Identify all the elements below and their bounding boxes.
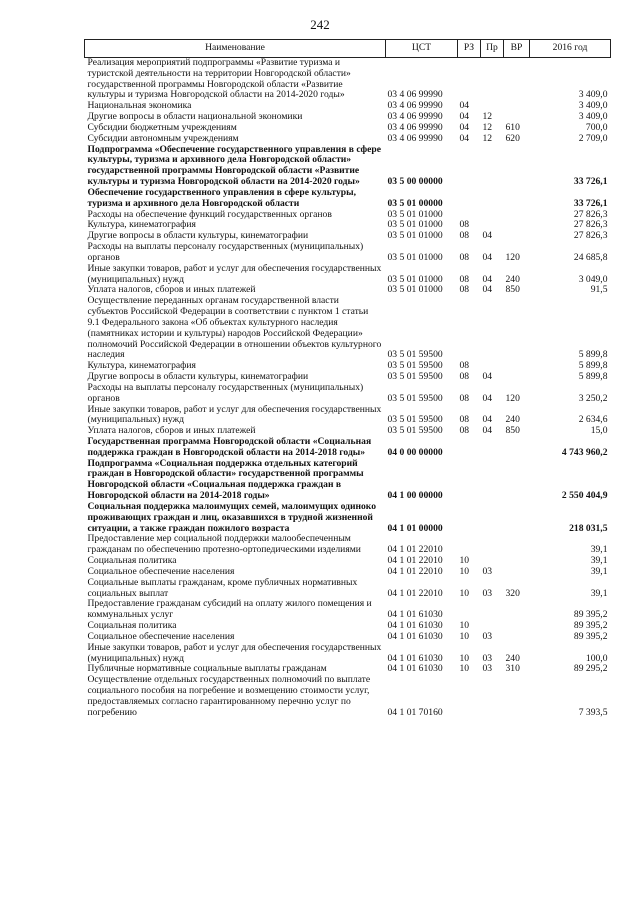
- row-vr: [504, 101, 530, 112]
- row-cst: 04 1 01 61030: [387, 663, 443, 675]
- row-rz: [458, 188, 481, 210]
- row-pr: [481, 188, 504, 210]
- row-value: 7 393,5: [578, 706, 608, 718]
- row-cst: 03 5 01 59500: [387, 392, 443, 404]
- table-row: [85, 264, 611, 286]
- table-row: [85, 134, 611, 145]
- table-row: [85, 405, 611, 427]
- row-name: Публичные нормативные социальные выплаты гражданам: [87, 663, 327, 675]
- row-pr: [481, 210, 504, 221]
- row-cst: 03 5 01 01000: [387, 273, 443, 285]
- header-rz: РЗ: [458, 40, 481, 58]
- row-cst: 03 5 01 01000: [387, 208, 443, 220]
- table-row: [85, 145, 611, 188]
- row-pr: [481, 437, 504, 459]
- table-row: [85, 534, 611, 556]
- header-pr: Пр: [481, 40, 504, 58]
- row-name: Подпрограмма «Обеспечение государственного управления в сфере культуры, туризма и архивного дела Новгородской области» государственной программы Новгородской области «Развитие культуры и туризма Новгородской области на 2014-2020 годы»: [87, 143, 381, 188]
- row-rz: [458, 437, 481, 459]
- row-vr: 120: [505, 251, 520, 263]
- row-cst: 04 1 01 61030: [387, 609, 443, 621]
- row-name: Иные закупки товаров, работ и услуг для обеспечения государственных (муниципальных) нужд: [87, 262, 382, 285]
- row-cst: 03 5 01 59500: [387, 371, 443, 383]
- row-rz: [458, 459, 481, 502]
- row-value: 3 409,0: [578, 89, 608, 101]
- row-pr: 04: [482, 284, 493, 296]
- row-rz: 08: [459, 414, 470, 426]
- row-vr: [504, 599, 530, 621]
- row-pr: 03: [482, 630, 493, 642]
- row-value: 33 726,1: [573, 176, 608, 188]
- row-cst: 03 5 01 59500: [387, 425, 443, 437]
- row-rz: 10: [459, 652, 470, 664]
- row-value: 89 295,2: [573, 663, 608, 675]
- row-value: 89 395,2: [573, 630, 608, 642]
- row-pr: 03: [482, 663, 493, 675]
- row-value: 15,0: [590, 425, 608, 437]
- row-cst: 03 5 01 01000: [387, 284, 443, 296]
- row-vr: [504, 372, 530, 383]
- row-pr: 12: [482, 121, 493, 133]
- row-value: 700,0: [585, 121, 608, 133]
- row-rz: 08: [459, 392, 470, 404]
- row-vr: 240: [505, 414, 520, 426]
- row-name: Расходы на выплаты персоналу государственных (муниципальных) органов: [87, 241, 364, 263]
- row-name: Социальное обеспечение населения: [87, 630, 235, 642]
- row-vr: 120: [505, 392, 520, 404]
- row-cst: 04 1 01 22010: [387, 544, 443, 556]
- page-number: 242: [310, 17, 330, 32]
- row-rz: [458, 145, 481, 188]
- row-name: Другие вопросы в области национальной экономики: [87, 111, 303, 123]
- row-vr: 850: [505, 284, 520, 296]
- row-value: 27 826,3: [573, 219, 608, 231]
- row-vr: [504, 632, 530, 643]
- row-name: Уплата налогов, сборов и иных платежей: [87, 284, 256, 296]
- table-row: [85, 502, 611, 534]
- row-name: Культура, кинематография: [87, 219, 196, 231]
- row-name: Государственная программа Новгородской области «Социальная поддержка граждан в Новгородской области на 2014-2018 годы»: [87, 435, 372, 458]
- row-cst: 03 5 01 59500: [387, 349, 443, 361]
- row-cst: 03 5 01 01000: [387, 230, 443, 242]
- row-vr: 850: [505, 425, 520, 437]
- table-body: [85, 58, 611, 719]
- row-value: 27 826,3: [573, 230, 608, 242]
- row-vr: [504, 296, 530, 361]
- table-row: [85, 58, 611, 102]
- row-pr: 04: [482, 414, 493, 426]
- row-value: 24 685,8: [573, 251, 608, 263]
- row-pr: 04: [482, 273, 493, 285]
- row-pr: 03: [482, 565, 493, 577]
- row-name: Социальное обеспечение населения: [87, 565, 235, 577]
- row-cst: 04 1 01 22010: [387, 587, 443, 599]
- row-vr: [504, 556, 530, 567]
- header-cst: ЦСТ: [386, 40, 458, 58]
- row-value: 100,0: [585, 652, 608, 664]
- row-pr: 03: [482, 587, 493, 599]
- row-rz: 08: [459, 284, 470, 296]
- row-rz: 08: [459, 425, 470, 437]
- table-row: [85, 599, 611, 621]
- row-name: Национальная экономика: [87, 100, 192, 112]
- row-vr: 310: [505, 663, 520, 675]
- row-value: 39,1: [590, 555, 608, 567]
- row-name: Уплата налогов, сборов и иных платежей: [87, 425, 256, 437]
- row-value: 2 709,0: [578, 132, 608, 144]
- row-rz: 04: [459, 111, 470, 123]
- row-name: Расходы на обеспечение функций государственных органов: [87, 208, 332, 220]
- row-vr: [504, 567, 530, 578]
- row-rz: [458, 675, 481, 718]
- row-name: Осуществление переданных органам государственной власти субъектов Российской Федерации в соответствии с пунктом 1 статьи 9.1 Федерального закона «Об объектах культурного наследия (памятниках истории и культуры) народов Российской Федерации» полномочий Российской Федерации в отношении объектов культурного наследия: [87, 295, 382, 361]
- row-pr: 04: [482, 425, 493, 437]
- row-value: 39,1: [590, 544, 608, 556]
- row-cst: 04 1 01 61030: [387, 652, 443, 664]
- row-cst: 03 5 01 00000: [387, 197, 443, 209]
- table-row: [85, 296, 611, 361]
- row-name: Иные закупки товаров, работ и услуг для обеспечения государственных (муниципальных) нужд: [87, 403, 382, 426]
- row-rz: 10: [459, 630, 470, 642]
- row-rz: 10: [459, 565, 470, 577]
- row-vr: [504, 220, 530, 231]
- row-name: Социальные выплаты гражданам, кроме публичных нормативных социальных выплат: [87, 576, 358, 599]
- row-pr: 04: [482, 371, 493, 383]
- row-vr: [504, 210, 530, 221]
- row-cst: 03 5 01 59500: [387, 360, 443, 372]
- row-rz: 08: [459, 219, 470, 231]
- row-vr: 240: [505, 652, 520, 664]
- row-name: Социальная политика: [87, 620, 177, 632]
- row-value: 91,5: [590, 284, 608, 296]
- row-cst: 03 4 06 99990: [387, 121, 443, 133]
- row-pr: [481, 534, 504, 556]
- row-pr: 04: [482, 251, 493, 263]
- row-value: 2 550 404,9: [561, 490, 608, 502]
- row-rz: [458, 502, 481, 534]
- row-name: Подпрограмма «Социальная поддержка отдельных категорий граждан в Новгородской области» государственной программы Новгородской области «Социальная поддержка граждан в Новгородской области на 2014-2018 годы»: [87, 457, 364, 502]
- row-cst: 03 5 01 59500: [387, 414, 443, 426]
- row-name: Субсидии автономным учреждениям: [87, 132, 239, 144]
- row-vr: [504, 437, 530, 459]
- row-vr: [504, 58, 530, 102]
- row-name: Расходы на выплаты персоналу государственных (муниципальных) органов: [87, 381, 364, 404]
- row-pr: [481, 459, 504, 502]
- row-value: 89 395,2: [573, 620, 608, 632]
- row-cst: 03 4 06 99990: [387, 89, 443, 101]
- row-rz: 08: [459, 251, 470, 263]
- table-row: [85, 459, 611, 502]
- row-vr: [504, 502, 530, 534]
- row-cst: 04 1 01 70160: [387, 706, 443, 718]
- row-pr: 12: [482, 111, 493, 123]
- row-value: 27 826,3: [573, 208, 608, 220]
- row-vr: 620: [505, 132, 520, 144]
- row-rz: 10: [459, 663, 470, 675]
- row-name: Иные закупки товаров, работ и услуг для обеспечения государственных (муниципальных) нужд: [87, 641, 382, 664]
- row-value: 33 726,1: [573, 197, 608, 209]
- row-rz: 10: [459, 587, 470, 599]
- row-value: 3 049,0: [578, 273, 608, 285]
- table-row: [85, 437, 611, 459]
- row-pr: 12: [482, 132, 493, 144]
- row-cst: 04 1 01 61030: [387, 630, 443, 642]
- row-vr: [504, 534, 530, 556]
- row-cst: 03 5 01 01000: [387, 219, 443, 231]
- row-pr: 04: [482, 230, 493, 242]
- row-name: Реализация мероприятий подпрограммы «Развитие туризма и туристской деятельности на территории Новгородской области» государственной программы Новгородской области «Развитие культуры и туризма Новгородской области на 2014-2020 годы»: [87, 57, 351, 101]
- row-pr: [481, 58, 504, 102]
- row-vr: 610: [505, 121, 520, 133]
- row-vr: [504, 231, 530, 242]
- table-row: [85, 675, 611, 718]
- row-value: 3 409,0: [578, 111, 608, 123]
- row-rz: 08: [459, 230, 470, 242]
- row-rz: 08: [459, 273, 470, 285]
- row-value: 3 409,0: [578, 100, 608, 112]
- row-vr: [504, 675, 530, 718]
- row-rz: 04: [459, 100, 470, 112]
- row-cst: 04 1 01 22010: [387, 565, 443, 577]
- table-row: [85, 242, 611, 264]
- row-name: Обеспечение государственного управления в сфере культуры, туризма и архивного дела Новгородской области: [87, 186, 357, 209]
- row-rz: 04: [459, 132, 470, 144]
- row-rz: [458, 296, 481, 361]
- row-pr: [481, 675, 504, 718]
- row-vr: [504, 145, 530, 188]
- row-pr: 03: [482, 652, 493, 664]
- row-name: Социальная поддержка малоимущих семей, малоимущих одиноко проживающих граждан и лиц, оказавшихся в трудной жизненной ситуации, а также граждан пожилого возраста: [87, 500, 377, 534]
- row-pr: 04: [482, 392, 493, 404]
- row-name: Другие вопросы в области культуры, кинематографии: [87, 371, 309, 383]
- header-year: 2016 год: [530, 40, 611, 58]
- row-pr: [481, 145, 504, 188]
- table-header-row: [85, 40, 611, 58]
- row-value: 5 899,8: [578, 360, 608, 372]
- row-cst: 03 5 00 00000: [387, 176, 443, 188]
- row-rz: [458, 534, 481, 556]
- row-value: 218 031,5: [569, 522, 608, 534]
- header-vr: ВР: [504, 40, 530, 58]
- row-vr: 240: [505, 273, 520, 285]
- row-cst: 04 1 00 00000: [387, 490, 443, 502]
- table-row: [85, 643, 611, 665]
- table-row: [85, 383, 611, 405]
- row-vr: 320: [505, 587, 520, 599]
- row-value: 4 743 960,2: [561, 446, 608, 458]
- table-row: [85, 188, 611, 210]
- row-rz: 08: [459, 371, 470, 383]
- row-value: 5 899,8: [578, 349, 608, 361]
- budget-table: [84, 39, 611, 719]
- row-name: Осуществление отдельных государственных полномочий по выплате социального пособия на погребение и возмещению стоимости услуг, предоставляемых согласно гарантированному перечню услуг по погребению: [87, 674, 371, 718]
- row-cst: 03 4 06 99990: [387, 100, 443, 112]
- row-rz: 04: [459, 121, 470, 133]
- row-value: 39,1: [590, 565, 608, 577]
- row-pr: [481, 296, 504, 361]
- row-value: 2 634,6: [578, 414, 608, 426]
- row-name: Субсидии бюджетным учреждениям: [87, 121, 237, 133]
- header-name: Наименование: [85, 40, 386, 58]
- row-pr: [481, 599, 504, 621]
- row-rz: 10: [459, 555, 470, 567]
- row-cst: 03 4 06 99990: [387, 132, 443, 144]
- row-cst: 04 1 01 61030: [387, 620, 443, 632]
- row-vr: [504, 621, 530, 632]
- row-pr: [481, 502, 504, 534]
- row-value: 5 899,8: [578, 371, 608, 383]
- row-cst: 04 1 01 22010: [387, 555, 443, 567]
- row-rz: 10: [459, 620, 470, 632]
- row-cst: 04 0 00 00000: [387, 446, 443, 458]
- row-name: Предоставление гражданам субсидий на оплату жилого помещения и коммунальных услуг: [87, 598, 372, 621]
- row-cst: 03 4 06 99990: [387, 111, 443, 123]
- row-cst: 04 1 01 00000: [387, 522, 443, 534]
- row-vr: [504, 188, 530, 210]
- table-row: [85, 578, 611, 600]
- row-name: Предоставление мер социальной поддержки малообеспеченным гражданам по обеспечению протезно-ортопедическими изделиями: [87, 533, 361, 556]
- row-value: 3 250,2: [578, 392, 608, 404]
- row-cst: 03 5 01 01000: [387, 251, 443, 263]
- row-rz: [458, 58, 481, 102]
- row-value: 89 395,2: [573, 609, 608, 621]
- row-name: Другие вопросы в области культуры, кинематографии: [87, 230, 309, 242]
- row-name: Культура, кинематография: [87, 360, 196, 372]
- row-vr: [504, 361, 530, 372]
- row-value: 39,1: [590, 587, 608, 599]
- row-name: Социальная политика: [87, 555, 177, 567]
- row-rz: 08: [459, 360, 470, 372]
- row-vr: [504, 459, 530, 502]
- row-rz: [458, 599, 481, 621]
